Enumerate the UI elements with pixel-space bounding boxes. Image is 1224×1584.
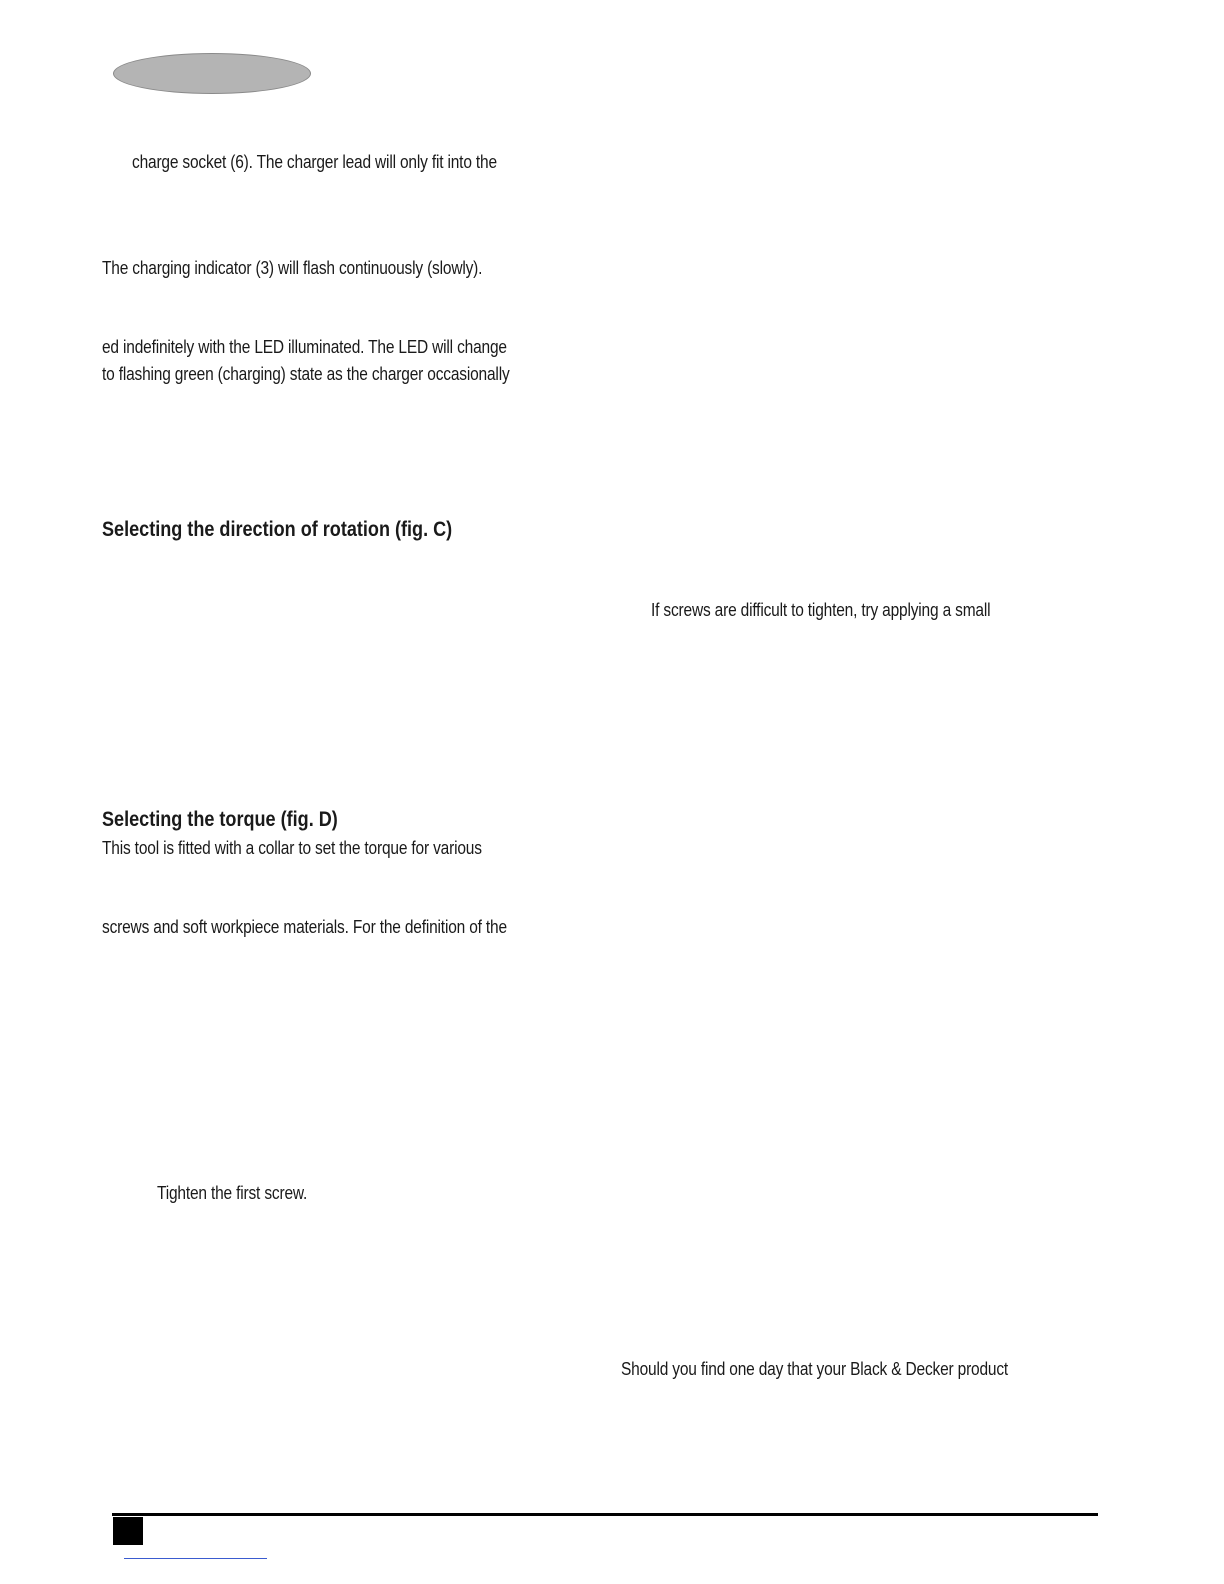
text-charging-indicator: The charging indicator (3) will flash continuously (slowly). (102, 258, 483, 278)
heading-torque: Selecting the torque (fig. D) (102, 808, 338, 831)
text-charge-socket: charge socket (6). The charger lead will only fit into the (132, 152, 497, 172)
footer-link-underline (124, 1558, 267, 1559)
text-torque-collar: This tool is fitted with a collar to set the torque for various (102, 838, 482, 858)
page-number-marker (113, 1517, 143, 1545)
text-soft-workpiece: screws and soft workpiece materials. For the definition of the (102, 917, 507, 937)
text-tighten-first-screw: Tighten the first screw. (157, 1183, 308, 1203)
text-flashing-green: to flashing green (charging) state as the charger occasionally (102, 364, 510, 384)
language-tab (113, 53, 311, 94)
text-screws-difficult: If screws are difficult to tighten, try applying a small (651, 600, 991, 620)
heading-direction-of-rotation: Selecting the direction of rotation (fig. C) (102, 518, 453, 541)
text-led-illuminated: ed indefinitely with the LED illuminated. The LED will change (102, 337, 507, 357)
text-black-decker-product: Should you find one day that your Black & Decker product (621, 1359, 1009, 1379)
footer-rule (112, 1513, 1098, 1516)
